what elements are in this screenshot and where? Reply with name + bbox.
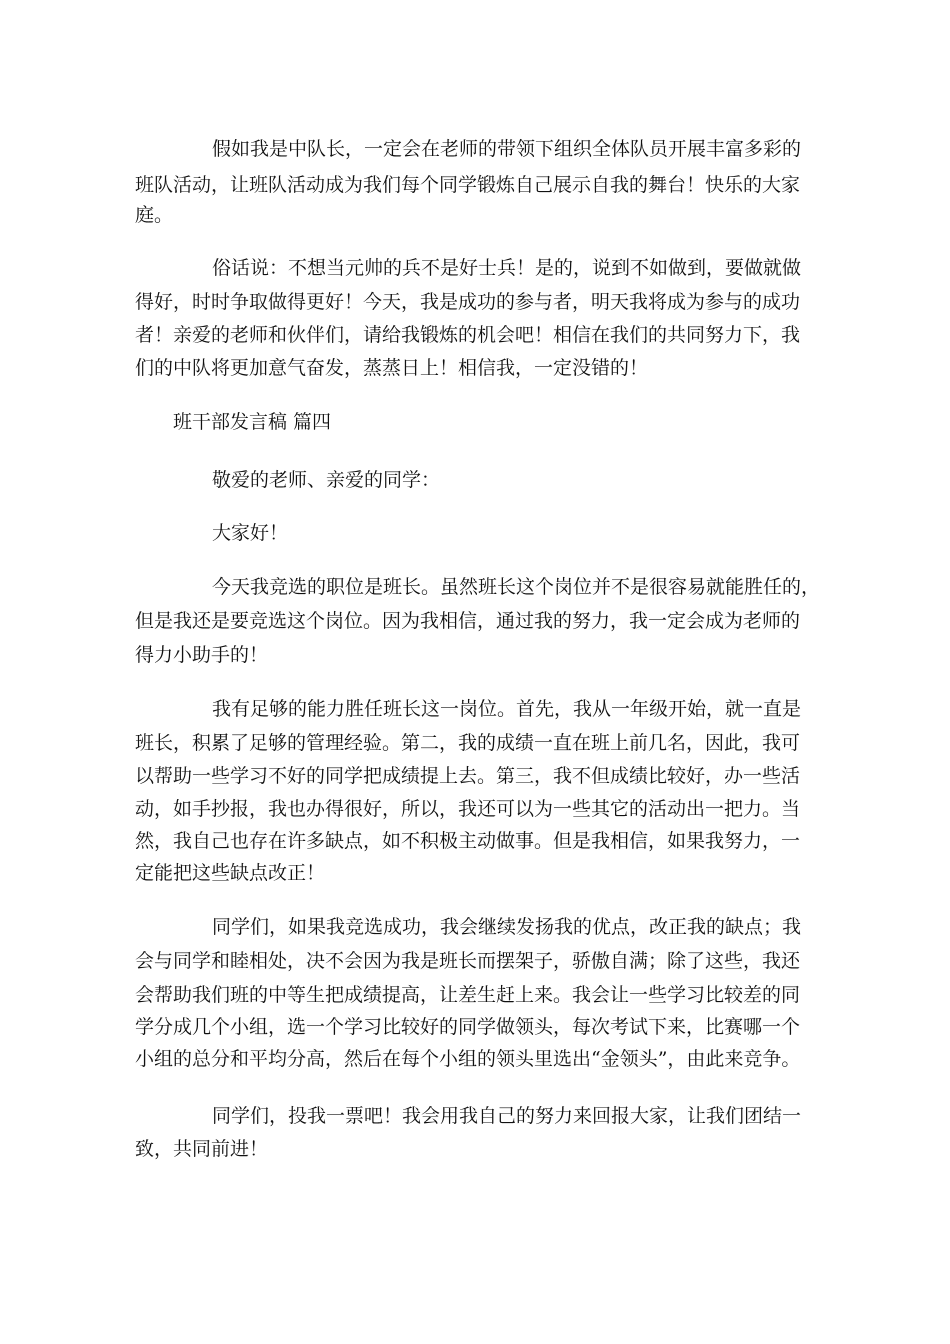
paragraph-line: 者！亲爱的老师和伙伴们，请给我锻炼的机会吧！相信在我们的共同努力下，我 (135, 324, 801, 346)
paragraph-line: 但是我还是要竞选这个岗位。因为我相信，通过我的努力，我一定会成为老师的 (135, 610, 801, 632)
salutation: 敬爱的老师、亲爱的同学： (212, 469, 441, 491)
section-heading: 班干部发言稿 篇四 (173, 411, 332, 433)
paragraph-line: 定能把这些缺点改正！ (135, 862, 326, 884)
paragraph-line: 致，共同前进！ (135, 1138, 269, 1160)
paragraph-line: 们的中队将更加意气奋发，蒸蒸日上！相信我，一定没错的！ (135, 357, 649, 379)
paragraph-line: 然，我自己也存在许多缺点，如不积极主动做事。但是我相信，如果我努力，一 (135, 830, 801, 852)
paragraph-line: 庭。 (135, 204, 174, 226)
paragraph-line: 得力小助手的！ (135, 644, 269, 666)
paragraph-line: 同学们，如果我竞选成功，我会继续发扬我的优点，改正我的缺点；我 (212, 916, 802, 938)
paragraph-line: 我有足够的能力胜任班长这一岗位。首先，我从一年级开始，就一直是 (212, 698, 802, 720)
paragraph-line: 会帮助我们班的中等生把成绩提高，让差生赶上来。我会让一些学习比较差的同 (135, 984, 801, 1006)
paragraph-line: 班队活动，让班队活动成为我们每个同学锻炼自己展示自我的舞台！快乐的大家 (135, 174, 801, 196)
paragraph-line: 小组的总分和平均分高，然后在每个小组的领头里选出“金领头”，由此来竞争。 (135, 1048, 801, 1070)
paragraph-line: 今天我竞选的职位是班长。虽然班长这个岗位并不是很容易就能胜任的， (212, 576, 821, 598)
paragraph-line: 学分成几个小组，选一个学习比较好的同学做领头，每次考试下来，比赛哪一个 (135, 1016, 801, 1038)
paragraph-line: 俗话说：不想当元帅的兵不是好士兵！是的，说到不如做到，要做就做 (212, 257, 802, 279)
greeting: 大家好！ (212, 522, 289, 544)
paragraph-line: 得好，时时争取做得更好！今天，我是成功的参与者，明天我将成为参与的成功 (135, 291, 801, 313)
paragraph-line: 假如我是中队长，一定会在老师的带领下组织全体队员开展丰富多彩的 (212, 138, 802, 160)
paragraph-line: 班长，积累了足够的管理经验。第二，我的成绩一直在班上前几名，因此，我可 (135, 732, 801, 754)
paragraph-line: 同学们，投我一票吧！我会用我自己的努力来回报大家，让我们团结一 (212, 1105, 802, 1127)
paragraph-line: 会与同学和睦相处，决不会因为我是班长而摆架子，骄傲自满；除了这些，我还 (135, 950, 801, 972)
paragraph-line: 动，如手抄报，我也办得很好，所以，我还可以为一些其它的活动出一把力。当 (135, 798, 801, 820)
paragraph-line: 以帮助一些学习不好的同学把成绩提上去。第三，我不但成绩比较好，办一些活 (135, 765, 801, 787)
